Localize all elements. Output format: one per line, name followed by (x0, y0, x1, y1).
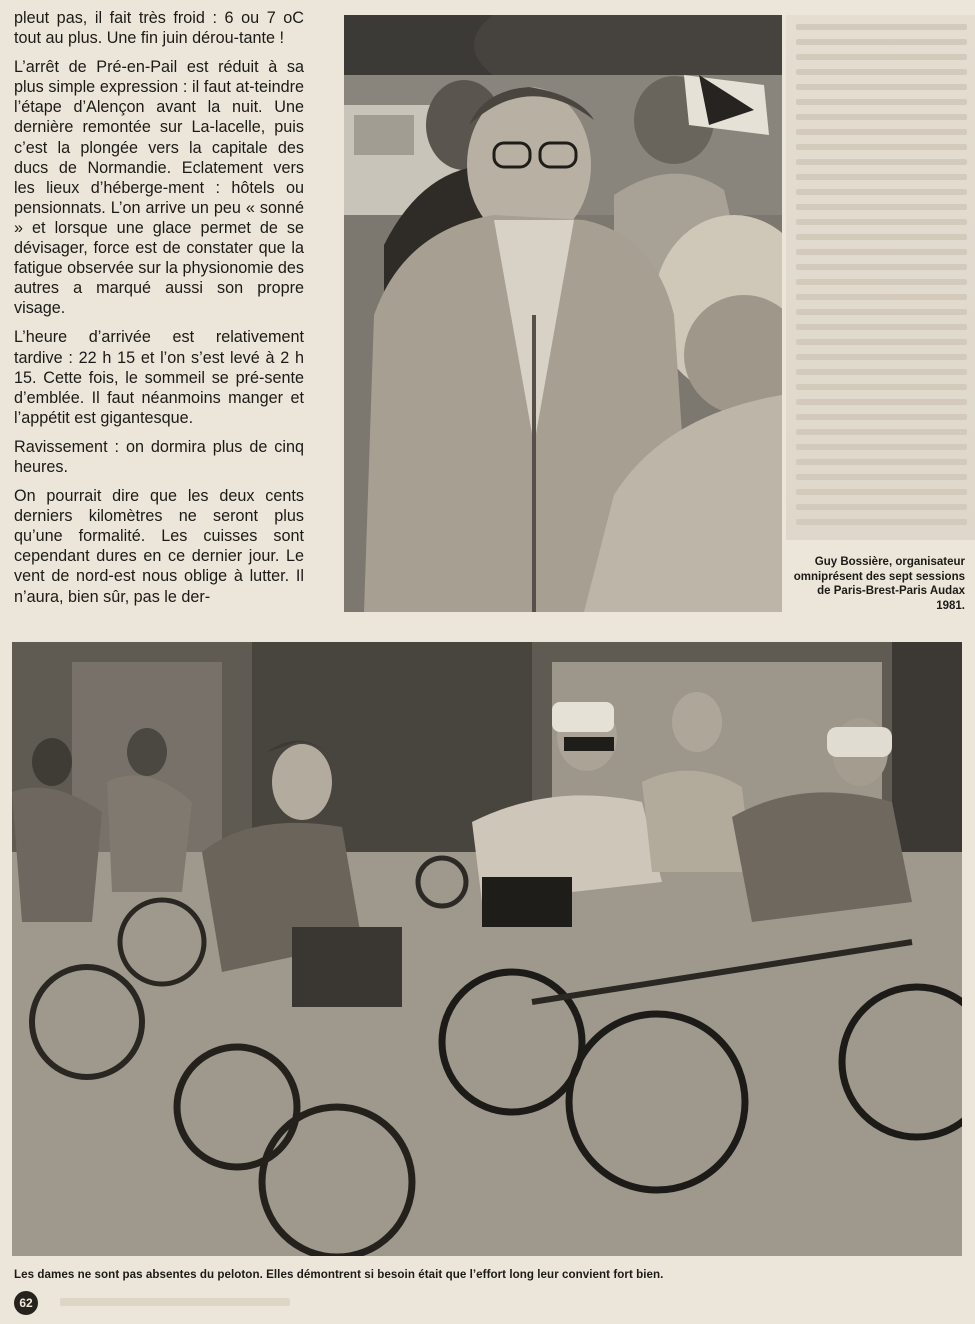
bleed-line (796, 324, 967, 330)
bleed-line (796, 504, 967, 510)
bleed-line (796, 189, 967, 195)
paragraph: pleut pas, il fait très froid : 6 ou 7 oC tout au plus. Une fin juin dérou-tante ! (14, 9, 304, 48)
bleed-line (796, 144, 967, 150)
bleed-line (796, 399, 967, 405)
cyclists-illustration (12, 642, 962, 1256)
bleed-line (796, 24, 967, 30)
bleed-line (796, 429, 967, 435)
bleed-line (796, 39, 967, 45)
paragraph: Ravissement : on dormira plus de cinq heures. (14, 437, 304, 476)
bleed-line (796, 369, 967, 375)
bleed-line (796, 84, 967, 90)
bleed-line (796, 339, 967, 345)
bleed-line (796, 129, 967, 135)
bleed-through-column (786, 15, 975, 540)
bleed-line (796, 519, 967, 525)
bleed-line (796, 294, 967, 300)
bleed-line (796, 219, 967, 225)
paragraph: On pourrait dire que les deux cents derniers kilomètres ne seront plus qu’une formalité. Les cuisses sont cependant dures en ce dernier jour. Le vent de nord-est nous oblige à lutter. Il n’aura, bien sûr, pas le der- (14, 487, 304, 606)
bleed-line (796, 414, 967, 420)
bleed-line (796, 234, 967, 240)
bleed-line (796, 444, 967, 450)
bleed-line (796, 204, 967, 210)
cyclists-photo (12, 642, 962, 1256)
bleed-footer (60, 1298, 290, 1306)
portrait-caption: Guy Bossière, organisateur omniprésent des sept sessions de Paris-Brest-Paris Audax 1981. (793, 556, 965, 612)
portrait-photo (344, 15, 782, 612)
page-number: 62 (14, 1291, 38, 1315)
article-text-column (14, 8, 304, 616)
cyclists-caption: Les dames ne sont pas absentes du peloton. Elles démontrent si besoin était que l’effort long leur convient fort bien. (14, 1268, 664, 1281)
bleed-line (796, 309, 967, 315)
bleed-line (796, 249, 967, 255)
bleed-line (796, 54, 967, 60)
bleed-line (796, 474, 967, 480)
bleed-line (796, 264, 967, 270)
paragraph: L’arrêt de Pré-en-Pail est réduit à sa plus simple expression : il faut at-teindre l’étape d’Alençon avant la nuit. Une dernière remontée sur La-lacelle, puis c’est la plongée vers la capitale des ducs de Normandie. Eclatement vers les lieux d’héberge-ment : hôtels ou pensionnats. L’on arrive un peu « sonné » et lorsque une glace permet de se dévisager, force est de constater que la fatigue observée sur la physionomie des autres a marqué aussi son propre visage. (14, 58, 304, 318)
bleed-line (796, 174, 967, 180)
bleed-line (796, 159, 967, 165)
bleed-line (796, 489, 967, 495)
bleed-line (796, 459, 967, 465)
bleed-line (796, 279, 967, 285)
bleed-line (796, 69, 967, 75)
bleed-line (796, 354, 967, 360)
bleed-line (796, 114, 967, 120)
bleed-line (796, 384, 967, 390)
paragraph: L’heure d’arrivée est relativement tardive : 22 h 15 et l’on s’est levé à 2 h 15. Cette fois, le sommeil se pré-sente d’emblée. Il faut néanmoins manger et l’appétit est gigantesque. (14, 328, 304, 427)
portrait-illustration (344, 15, 782, 612)
bleed-line (796, 99, 967, 105)
